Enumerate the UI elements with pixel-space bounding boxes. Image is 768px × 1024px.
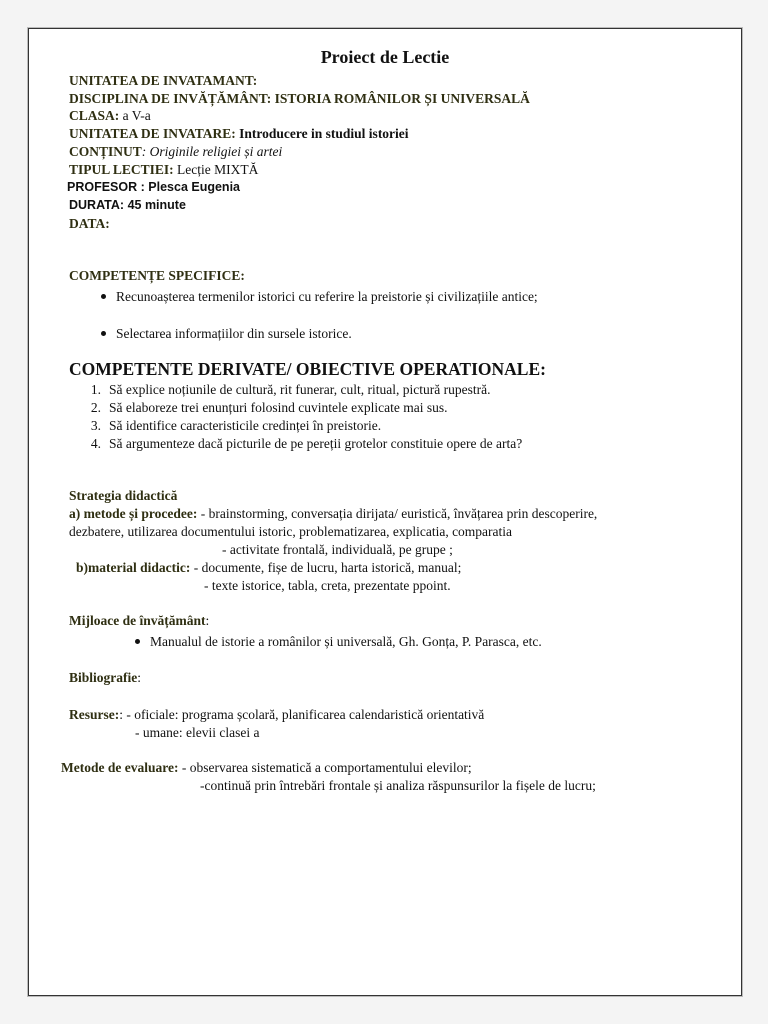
strategia-heading: Strategia didactică (69, 488, 178, 503)
objective-text: Să argumenteze dacă picturile de pe pereții grotelor constituie opere de arta? (109, 436, 523, 451)
disciplina-label: DISCIPLINA DE INVĂȚĂMÂNT: (69, 91, 272, 106)
objective-number: 3. (90, 418, 101, 433)
competente-specifice-text: Selectarea informațiilor din sursele istorice. (116, 326, 352, 341)
unitatea-invatamant-label: UNITATEA DE INVATAMANT: (69, 73, 258, 88)
material-label: b)material didactic: (76, 560, 191, 575)
clasa-value: a V-a (122, 108, 151, 123)
objective-item (81, 381, 490, 398)
material-text: - documente, fișe de lucru, harta istorică, manual; (190, 560, 462, 575)
bibliografie-colon: : (137, 670, 142, 685)
tipul-lectiei-line (69, 161, 258, 178)
objective-item (81, 435, 522, 452)
mijloace-item (135, 633, 542, 650)
durata-line (69, 197, 186, 214)
document-page (28, 28, 742, 996)
competente-derivate-heading: COMPETENTE DERIVATE/ OBIECTIVE OPERATIONALE: (69, 359, 546, 379)
objective-text: Să elaboreze trei enunțuri folosind cuvintele explicate mai sus. (109, 400, 448, 415)
continut-label: CONȚINUT (69, 144, 142, 159)
disciplina-value: ISTORIA ROMÂNILOR ȘI UNIVERSALĂ (274, 91, 530, 106)
unitatea-invatare-value: Introducere in studiul istoriei (239, 126, 409, 141)
objective-number: 4. (90, 436, 101, 451)
mijloace-heading: Mijloace de învățământ (69, 613, 206, 628)
objective-item (81, 399, 448, 416)
evaluare-line (61, 759, 472, 776)
profesor-value: Plesca Eugenia (148, 180, 240, 194)
competente-specifice-heading: COMPETENȚE SPECIFICE: (69, 268, 245, 283)
tipul-value: Lecție MIXTĂ (177, 162, 259, 177)
disciplina-line (69, 90, 530, 107)
metode-line-3: - activitate frontală, individuală, pe grupe ; (222, 542, 453, 557)
objective-item (81, 417, 381, 434)
profesor-label: PROFESOR : (67, 180, 145, 194)
material-line-2: - texte istorice, tabla, creta, prezentate ppoint. (204, 578, 451, 593)
bibliografie-line (69, 669, 141, 686)
resurse-heading: Resurse: (69, 707, 120, 722)
tipul-label: TIPUL LECTIEI: (69, 162, 174, 177)
objective-text: Să identifice caracteristicile credinței în preistorie. (109, 418, 382, 433)
resurse-line (69, 706, 484, 723)
objective-number: 1. (90, 382, 101, 397)
durata-value: 45 minute (127, 198, 186, 212)
evaluare-heading: Metode de evaluare: (61, 760, 179, 775)
metode-line-2: dezbatere, utilizarea documentului istoric, problematizarea, explicatia, comparatia (69, 524, 513, 539)
competente-specifice-item (101, 288, 538, 305)
objective-number: 2. (90, 400, 101, 415)
mijloace-colon: : (205, 613, 210, 628)
mijloace-text: Manualul de istorie a românilor și universală, Gh. Gonța, P. Parasca, etc. (150, 634, 542, 649)
unitatea-invatare-label: UNITATEA DE INVATARE: (69, 126, 236, 141)
competente-specifice-item (101, 325, 352, 342)
bullet-icon (101, 294, 106, 299)
continut-value: : Originile religiei și artei (141, 144, 283, 159)
mijloace-line (69, 612, 209, 629)
objective-text: Să explice noțiunile de cultură, rit funerar, cult, ritual, pictură rupestră. (109, 382, 491, 397)
bibliografie-heading: Bibliografie (69, 670, 138, 685)
profesor-line (67, 179, 240, 196)
material-line (76, 559, 461, 576)
durata-label: DURATA: (69, 198, 125, 212)
resurse-text: : - oficiale: programa școlară, planificarea calendaristică orientativă (119, 707, 485, 722)
bullet-icon (101, 331, 106, 336)
data-label: DATA: (69, 216, 110, 231)
unitatea-invatare-line (69, 125, 409, 142)
metode-text: - brainstorming, conversația dirijata/ euristică, învățarea prin descoperire, (197, 506, 598, 521)
competente-specifice-text: Recunoașterea termenilor istorici cu referire la preistorie și civilizațiile antice; (116, 289, 538, 304)
metode-line (69, 505, 597, 522)
resurse-line-2: - umane: elevii clasei a (135, 725, 260, 740)
bullet-icon (135, 639, 140, 644)
page-title: Proiect de Lectie (320, 47, 450, 67)
clasa-line (69, 107, 151, 124)
continut-line (69, 143, 282, 160)
evaluare-line-2: -continuă prin întrebări frontale și analiza răspunsurilor la fișele de lucru; (200, 778, 596, 793)
clasa-label: CLASA: (69, 108, 120, 123)
evaluare-text: - observarea sistematică a comportamentului elevilor; (178, 760, 472, 775)
metode-label: a) metode și procedee: (69, 506, 198, 521)
